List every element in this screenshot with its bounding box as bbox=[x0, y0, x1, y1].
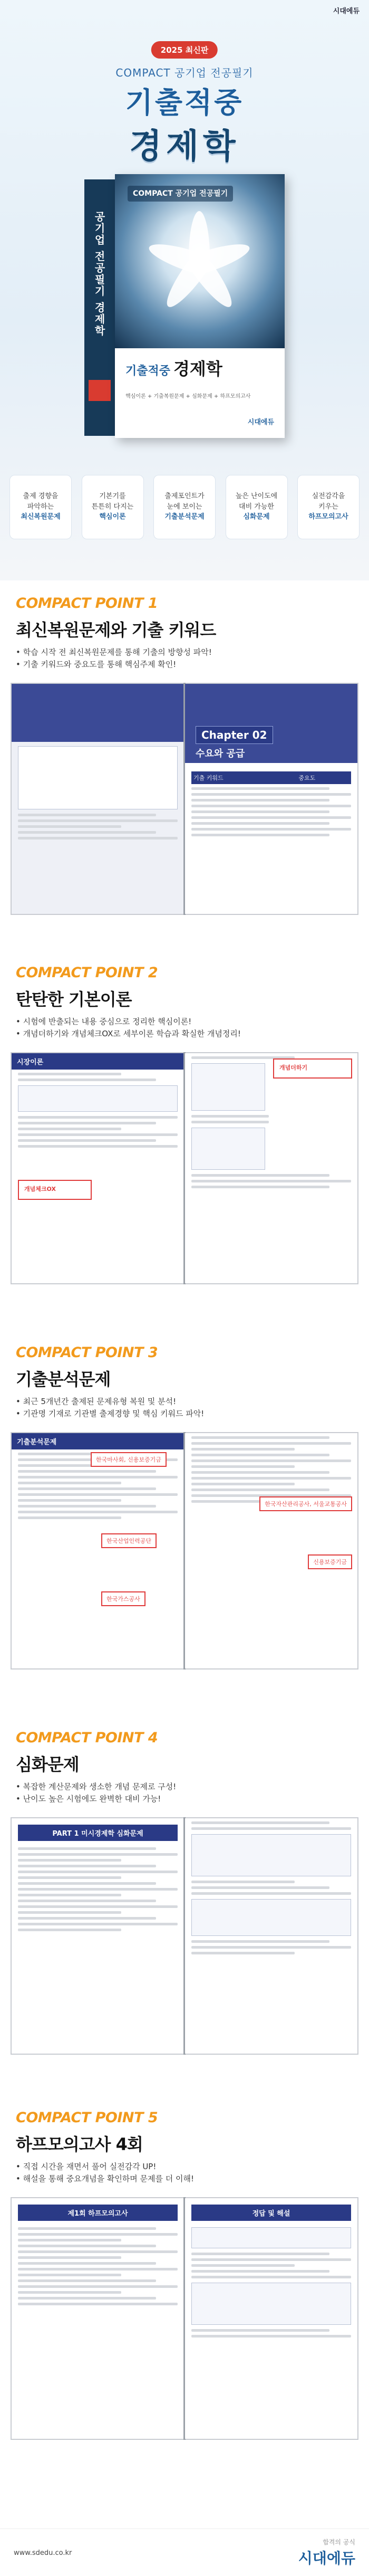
point-description bbox=[16, 646, 353, 671]
agency-tag: 한국마사회, 신용보증기금 bbox=[91, 1452, 167, 1467]
point-title: COMPACT POINT 2 bbox=[16, 965, 158, 981]
agency-tag: 한국자산관리공사, 서울교통공사 bbox=[259, 1496, 352, 1511]
agency-tag: 한국가스공사 bbox=[101, 1591, 145, 1606]
point-title: COMPACT POINT 5 bbox=[16, 2110, 158, 2126]
book-image bbox=[84, 174, 285, 438]
point-subtitle: 심화문제 bbox=[16, 1754, 79, 1774]
chapter-title: 수요와 공급 bbox=[196, 748, 245, 759]
feature-line: 파악하는 bbox=[27, 502, 54, 511]
point-description bbox=[16, 2161, 353, 2186]
feature-line: 실전감각을 bbox=[312, 492, 345, 500]
page-left bbox=[12, 1818, 184, 2054]
page-right bbox=[185, 1818, 357, 2054]
cover-label: COMPACT 공기업 전공필기 bbox=[128, 186, 233, 202]
feature-highlight: 최신복원문제 bbox=[21, 513, 61, 521]
spine-text: 공기업 전공필기 경제학 bbox=[93, 211, 105, 337]
page-left bbox=[12, 684, 184, 914]
hero-subtitle: COMPACT 공기업 전공필기 bbox=[115, 66, 254, 79]
hero-title-line1: 기출적중 bbox=[125, 86, 244, 119]
point-bullet: • 최근 5개년간 출제된 문제유형 복원 및 분석! bbox=[16, 1396, 353, 1408]
page-left bbox=[12, 1053, 184, 1283]
callout-title: 개념체크OX bbox=[24, 1185, 56, 1192]
point-bullet: • 복잡한 계산문제와 생소한 개념 문제로 구성! bbox=[16, 1781, 353, 1793]
point-bullet: • 직접 시간을 재면서 풀어 실전감각 UP! bbox=[16, 2161, 353, 2173]
point-bullet: • 기출 키워드와 중요도를 통해 핵심주제 확인! bbox=[16, 659, 353, 671]
chapter-band bbox=[185, 684, 357, 763]
feature-line: 대비 가능한 bbox=[239, 502, 274, 511]
section-band: 정답 및 해설 bbox=[191, 2205, 351, 2221]
feature-line: 높은 난이도에 bbox=[235, 492, 278, 500]
feature-card bbox=[82, 475, 144, 539]
point-bullet: • 난이도 높은 시험에도 완벽한 대비 가능! bbox=[16, 1793, 353, 1805]
book-cover bbox=[115, 174, 285, 438]
page-right bbox=[185, 1433, 357, 1668]
keyword-table-head bbox=[191, 771, 351, 784]
page-right bbox=[185, 684, 357, 914]
point-section-5 bbox=[0, 2095, 369, 2529]
concept-plus-callout bbox=[273, 1058, 352, 1079]
point-bullet: • 해설을 통해 중요개념을 확인하며 문제를 더 이해! bbox=[16, 2173, 353, 2185]
hero-banner bbox=[0, 0, 369, 580]
feature-line: 튼튼히 다지는 bbox=[91, 502, 134, 511]
feature-card bbox=[297, 475, 360, 539]
brand-logo: 시대에듀 bbox=[333, 7, 360, 15]
point-bullet: • 학습 시작 전 최신복원문제를 통해 기출의 방향성 파악! bbox=[16, 646, 353, 659]
feature-card bbox=[9, 475, 72, 539]
feature-card bbox=[153, 475, 216, 539]
chapter-band bbox=[12, 684, 184, 742]
point-description bbox=[16, 1016, 353, 1041]
agency-tag: 한국산업인력공단 bbox=[101, 1533, 157, 1548]
table-header: 기출 키워드 bbox=[193, 774, 224, 781]
feature-line: 출제포인트가 bbox=[164, 492, 205, 500]
book-spread bbox=[11, 1432, 358, 1669]
point-subtitle: 탄탄한 기본이론 bbox=[16, 989, 132, 1009]
point-description bbox=[16, 1396, 353, 1420]
book-spread bbox=[11, 2197, 358, 2440]
feature-line: 출제 경향을 bbox=[23, 492, 59, 500]
book-spread bbox=[11, 1052, 358, 1284]
footer-tagline: 합격의 공식 bbox=[323, 2539, 355, 2546]
page-right bbox=[185, 2198, 357, 2439]
cover-publisher: 시대에듀 bbox=[247, 418, 274, 426]
footer-logo: 시대에듀 bbox=[298, 2550, 355, 2567]
section-band: 제1회 하프모의고사 bbox=[18, 2205, 178, 2221]
page-left bbox=[12, 2198, 184, 2439]
book-spine bbox=[84, 179, 115, 436]
point-bullet: • 기관명 기재로 기관별 출제경향 및 핵심 키워드 파악! bbox=[16, 1408, 353, 1420]
point-bullet: • 개념더하기와 개념체크OX로 세부이론 학습과 확실한 개념정리! bbox=[16, 1028, 353, 1040]
website-link[interactable]: www.sdedu.co.kr bbox=[14, 2549, 72, 2557]
feature-line: 눈에 보이는 bbox=[167, 502, 202, 511]
feature-line: 기본기를 bbox=[99, 492, 126, 500]
section-band: PART 1 미시경제학 심화문제 bbox=[18, 1825, 178, 1841]
point-bullet: • 시험에 반출되는 내용 중심으로 정리한 핵심이론! bbox=[16, 1016, 353, 1028]
concept-check-callout bbox=[18, 1180, 92, 1200]
point-subtitle: 하프모의고사 4회 bbox=[16, 2134, 143, 2154]
figure-box bbox=[18, 746, 178, 809]
cover-title-prefix: 기출적중 bbox=[125, 365, 171, 378]
edition-badge: 2025 최신판 bbox=[151, 41, 218, 59]
point-subtitle: 최신복원문제와 기출 키워드 bbox=[16, 620, 216, 640]
feature-card bbox=[226, 475, 288, 539]
point-subtitle: 기출분석문제 bbox=[16, 1369, 111, 1389]
callout-title: 개념더하기 bbox=[279, 1064, 308, 1071]
feature-line: 키우는 bbox=[318, 502, 338, 511]
book-spread bbox=[11, 1817, 358, 2055]
cover-contents: 핵심이론 + 기출복원문제 + 심화문제 + 하프모의고사 bbox=[125, 394, 251, 399]
point-description bbox=[16, 1781, 353, 1806]
feature-highlight: 기출분석문제 bbox=[164, 513, 205, 521]
hero-title-line2: 경제학 bbox=[129, 127, 240, 166]
page-left bbox=[12, 1433, 184, 1668]
cover-title-main: 경제학 bbox=[173, 359, 222, 379]
chapter-number: Chapter 02 bbox=[196, 726, 273, 744]
book-spread bbox=[11, 683, 358, 915]
point-section-4 bbox=[0, 1715, 369, 2095]
spine-accent bbox=[89, 380, 111, 401]
cover-title bbox=[125, 356, 222, 380]
table-header: 중요도 bbox=[298, 774, 316, 781]
point-title: COMPACT POINT 4 bbox=[16, 1730, 158, 1746]
point-section-2 bbox=[0, 950, 369, 1330]
agency-tag: 신용보증기금 bbox=[308, 1554, 352, 1569]
page-footer bbox=[0, 2529, 369, 2576]
point-section-3 bbox=[0, 1330, 369, 1715]
feature-list bbox=[9, 475, 360, 539]
page-right bbox=[185, 1053, 357, 1283]
feature-highlight: 핵심이론 bbox=[99, 513, 126, 521]
section-band: 기출분석문제 bbox=[12, 1433, 184, 1449]
point-section-1 bbox=[0, 580, 369, 950]
section-band: 시장이론 bbox=[12, 1053, 184, 1070]
point-title: COMPACT POINT 1 bbox=[16, 595, 158, 612]
point-title: COMPACT POINT 3 bbox=[16, 1344, 158, 1361]
feature-highlight: 하프모의고사 bbox=[308, 513, 348, 521]
feature-highlight: 심화문제 bbox=[243, 513, 270, 521]
